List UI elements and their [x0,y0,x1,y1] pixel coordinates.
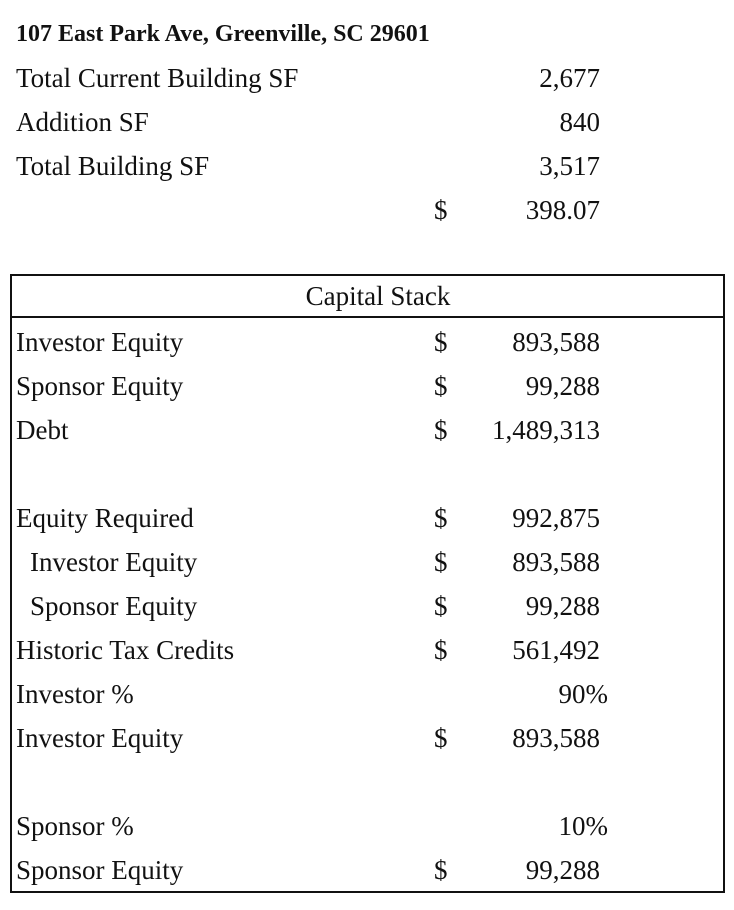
summary-row-current-sf [16,56,716,100]
summary-label: Addition SF [16,107,149,137]
summary-row-addition-sf [16,100,716,144]
table-row [16,628,716,672]
table-row [16,364,716,408]
row-currency: $ [434,855,448,885]
summary-currency: $ [434,195,448,225]
row-label: Equity Required [16,503,194,533]
summary-value: 3,517 [539,151,600,181]
summary-row-total-sf [16,144,716,188]
row-value: 893,588 [512,327,600,357]
table-row [16,584,716,628]
summary-row-price-per-sf [16,188,716,232]
row-value: 99,288 [525,371,600,401]
row-label: Sponsor Equity [30,591,198,621]
row-currency: $ [434,635,448,665]
row-currency: $ [434,547,448,577]
row-value: 561,492 [512,635,600,665]
table-row [16,320,716,364]
row-value: 90% [558,679,608,709]
row-label: Sponsor Equity [16,371,184,401]
row-value: 10% [558,811,608,841]
table-row [16,496,716,540]
table-row [16,672,716,716]
summary-value: 398.07 [525,195,600,225]
row-value: 893,588 [512,547,600,577]
row-label: Debt [16,415,69,445]
row-value: 992,875 [512,503,600,533]
row-label: Investor Equity [16,327,184,357]
row-label: Historic Tax Credits [16,635,235,665]
table-row [16,408,716,452]
row-currency: $ [434,723,448,753]
row-label: Investor % [16,679,134,709]
row-value: 99,288 [525,855,600,885]
summary-value: 2,677 [539,63,600,93]
row-currency: $ [434,503,448,533]
table-row [16,848,716,892]
summary-value: 840 [559,107,600,137]
row-value: 1,489,313 [492,415,600,445]
table-row [16,804,716,848]
row-label: Sponsor % [16,811,134,841]
row-label: Sponsor Equity [16,855,184,885]
row-currency: $ [434,371,448,401]
capital-stack-header [10,274,723,318]
summary-label: Total Current Building SF [16,63,299,93]
table-row [16,540,716,584]
row-currency: $ [434,591,448,621]
row-label: Investor Equity [30,547,198,577]
row-currency: $ [434,415,448,445]
row-currency: $ [434,327,448,357]
capital-stack-title: Capital Stack [305,281,451,311]
row-label: Investor Equity [16,723,184,753]
row-value: 893,588 [512,723,600,753]
address-row [16,12,716,56]
row-value: 99,288 [525,591,600,621]
address-title: 107 East Park Ave, Greenville, SC 29601 [16,21,430,47]
table-row [16,716,716,760]
summary-label: Total Building SF [16,151,210,181]
